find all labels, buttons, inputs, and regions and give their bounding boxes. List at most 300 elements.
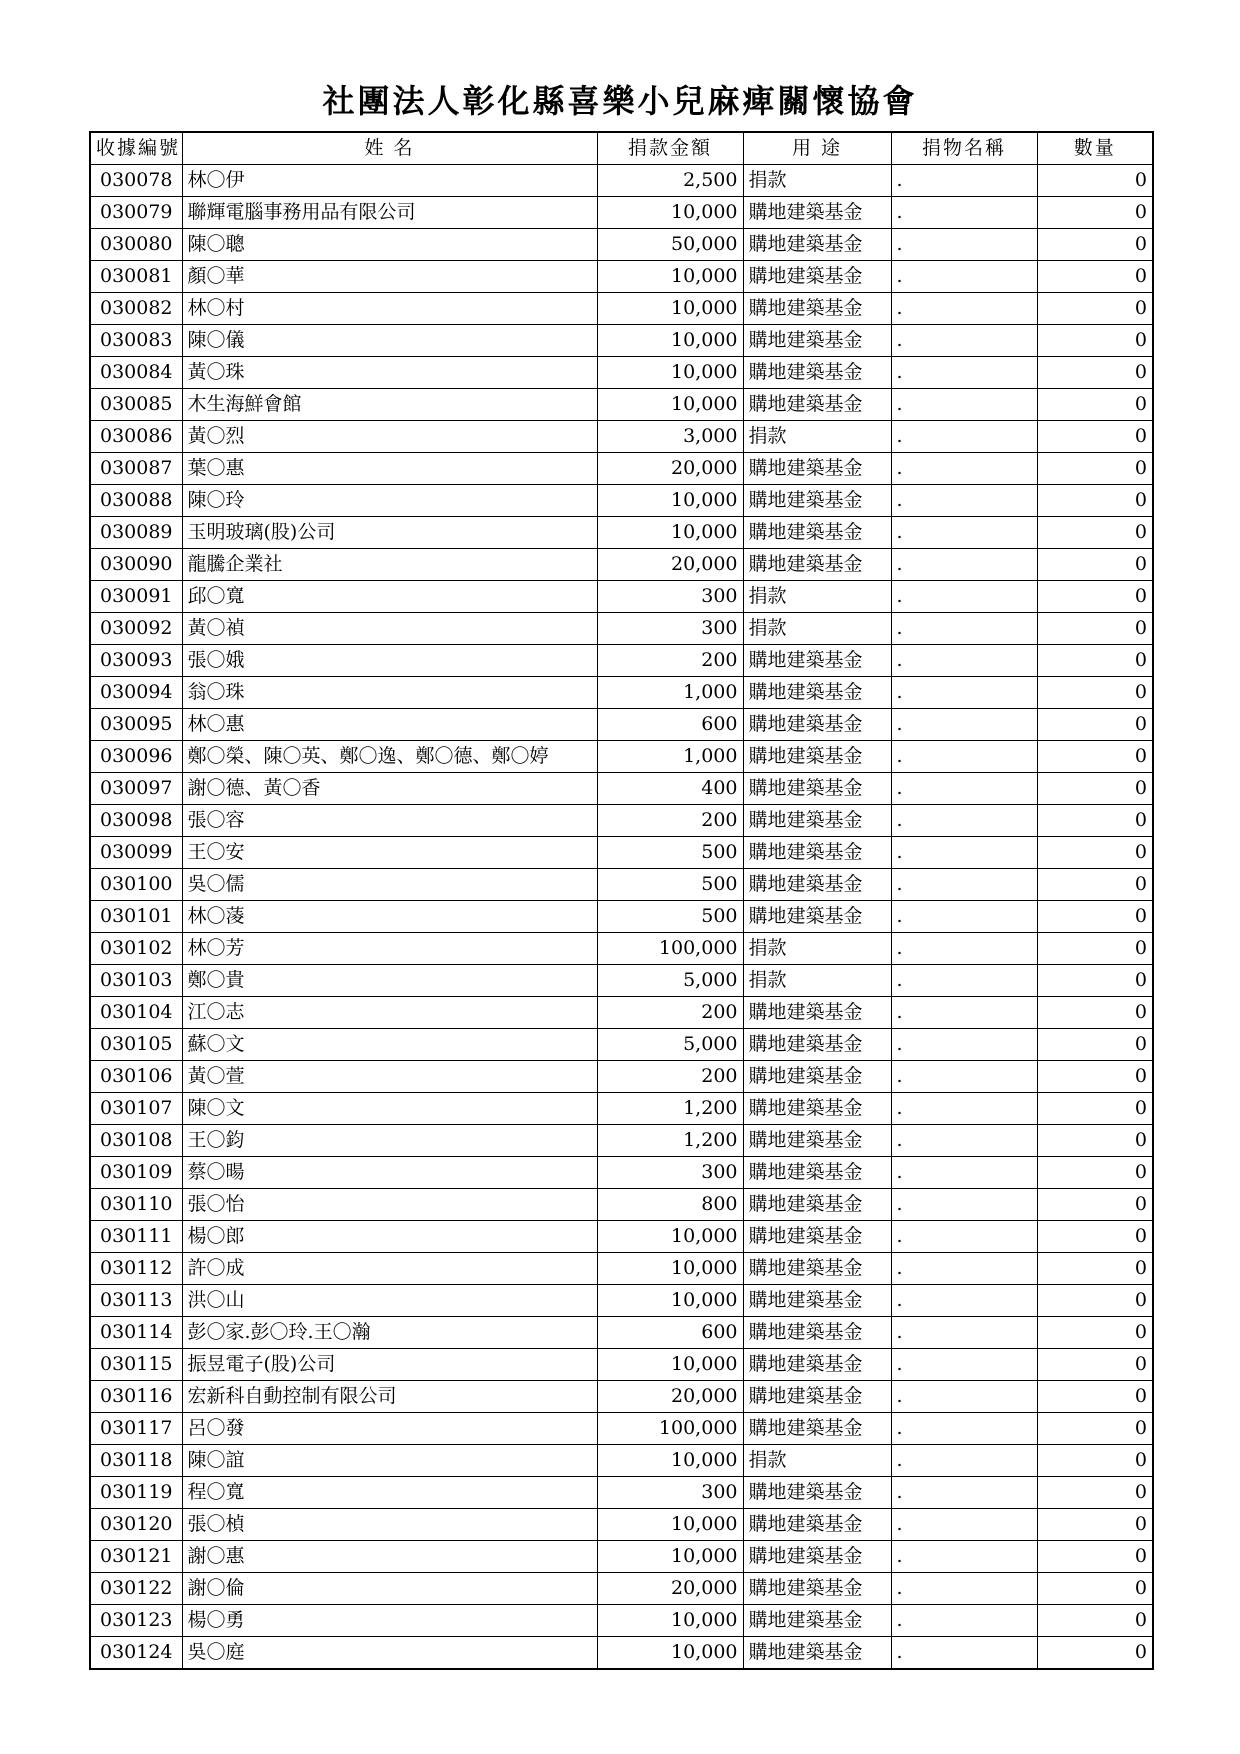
use-cell: 購地建築基金 bbox=[743, 1061, 891, 1093]
donor-name-cell: 黃〇珠 bbox=[182, 357, 597, 389]
use-cell: 捐款 bbox=[743, 613, 891, 645]
amount-cell: 200 bbox=[597, 1061, 743, 1093]
donor-name-cell: 程〇寬 bbox=[182, 1477, 597, 1509]
header-item-name: 捐物名稱 bbox=[891, 132, 1037, 165]
use-cell: 購地建築基金 bbox=[743, 197, 891, 229]
table-row bbox=[90, 805, 1153, 837]
item-name-cell: . bbox=[891, 965, 1037, 997]
receipt-number-cell: 030094 bbox=[90, 677, 182, 709]
amount-cell: 20,000 bbox=[597, 549, 743, 581]
use-cell: 購地建築基金 bbox=[743, 1029, 891, 1061]
use-cell: 捐款 bbox=[743, 965, 891, 997]
amount-cell: 10,000 bbox=[597, 1637, 743, 1670]
table-row bbox=[90, 965, 1153, 997]
use-cell: 購地建築基金 bbox=[743, 357, 891, 389]
donor-name-cell: 許〇成 bbox=[182, 1253, 597, 1285]
donor-name-cell: 謝〇惠 bbox=[182, 1541, 597, 1573]
use-cell: 購地建築基金 bbox=[743, 741, 891, 773]
donor-name-cell: 顏〇華 bbox=[182, 261, 597, 293]
amount-cell: 200 bbox=[597, 645, 743, 677]
table-row bbox=[90, 1093, 1153, 1125]
table-row bbox=[90, 677, 1153, 709]
quantity-cell: 0 bbox=[1037, 901, 1153, 933]
table-row bbox=[90, 549, 1153, 581]
item-name-cell: . bbox=[891, 293, 1037, 325]
use-cell: 購地建築基金 bbox=[743, 1125, 891, 1157]
amount-cell: 10,000 bbox=[597, 1253, 743, 1285]
donor-name-cell: 彭〇家.彭〇玲.王〇瀚 bbox=[182, 1317, 597, 1349]
item-name-cell: . bbox=[891, 837, 1037, 869]
quantity-cell: 0 bbox=[1037, 485, 1153, 517]
amount-cell: 100,000 bbox=[597, 933, 743, 965]
use-cell: 購地建築基金 bbox=[743, 709, 891, 741]
donor-name-cell: 木生海鮮會館 bbox=[182, 389, 597, 421]
use-cell: 購地建築基金 bbox=[743, 1477, 891, 1509]
quantity-cell: 0 bbox=[1037, 1445, 1153, 1477]
quantity-cell: 0 bbox=[1037, 325, 1153, 357]
use-cell: 購地建築基金 bbox=[743, 1349, 891, 1381]
table-row bbox=[90, 581, 1153, 613]
quantity-cell: 0 bbox=[1037, 1221, 1153, 1253]
donor-name-cell: 玉明玻璃(股)公司 bbox=[182, 517, 597, 549]
item-name-cell: . bbox=[891, 1445, 1037, 1477]
receipt-number-cell: 030088 bbox=[90, 485, 182, 517]
quantity-cell: 0 bbox=[1037, 229, 1153, 261]
item-name-cell: . bbox=[891, 1541, 1037, 1573]
amount-cell: 10,000 bbox=[597, 1445, 743, 1477]
quantity-cell: 0 bbox=[1037, 933, 1153, 965]
amount-cell: 100,000 bbox=[597, 1413, 743, 1445]
receipt-number-cell: 030079 bbox=[90, 197, 182, 229]
amount-cell: 50,000 bbox=[597, 229, 743, 261]
use-cell: 購地建築基金 bbox=[743, 901, 891, 933]
use-cell: 購地建築基金 bbox=[743, 677, 891, 709]
amount-cell: 20,000 bbox=[597, 453, 743, 485]
amount-cell: 10,000 bbox=[597, 1349, 743, 1381]
item-name-cell: . bbox=[891, 933, 1037, 965]
donor-name-cell: 吳〇庭 bbox=[182, 1637, 597, 1670]
amount-cell: 20,000 bbox=[597, 1573, 743, 1605]
table-row bbox=[90, 1541, 1153, 1573]
use-cell: 捐款 bbox=[743, 165, 891, 197]
item-name-cell: . bbox=[891, 773, 1037, 805]
quantity-cell: 0 bbox=[1037, 1413, 1153, 1445]
receipt-number-cell: 030118 bbox=[90, 1445, 182, 1477]
amount-cell: 10,000 bbox=[597, 325, 743, 357]
item-name-cell: . bbox=[891, 677, 1037, 709]
quantity-cell: 0 bbox=[1037, 1125, 1153, 1157]
quantity-cell: 0 bbox=[1037, 1189, 1153, 1221]
table-row bbox=[90, 933, 1153, 965]
quantity-cell: 0 bbox=[1037, 165, 1153, 197]
donor-name-cell: 林〇村 bbox=[182, 293, 597, 325]
amount-cell: 300 bbox=[597, 613, 743, 645]
header-receipt-number: 收據編號 bbox=[90, 132, 182, 165]
donor-name-cell: 龍騰企業社 bbox=[182, 549, 597, 581]
receipt-number-cell: 030121 bbox=[90, 1541, 182, 1573]
donor-name-cell: 聯輝電腦事務用品有限公司 bbox=[182, 197, 597, 229]
quantity-cell: 0 bbox=[1037, 1285, 1153, 1317]
amount-cell: 3,000 bbox=[597, 421, 743, 453]
receipt-number-cell: 030114 bbox=[90, 1317, 182, 1349]
use-cell: 購地建築基金 bbox=[743, 1381, 891, 1413]
table-row bbox=[90, 773, 1153, 805]
receipt-number-cell: 030078 bbox=[90, 165, 182, 197]
donor-name-cell: 翁〇珠 bbox=[182, 677, 597, 709]
amount-cell: 500 bbox=[597, 837, 743, 869]
receipt-number-cell: 030084 bbox=[90, 357, 182, 389]
table-row bbox=[90, 229, 1153, 261]
use-cell: 購地建築基金 bbox=[743, 261, 891, 293]
table-row bbox=[90, 1221, 1153, 1253]
donor-name-cell: 黃〇烈 bbox=[182, 421, 597, 453]
donor-name-cell: 振昱電子(股)公司 bbox=[182, 1349, 597, 1381]
use-cell: 購地建築基金 bbox=[743, 1221, 891, 1253]
receipt-number-cell: 030116 bbox=[90, 1381, 182, 1413]
donor-name-cell: 張〇楨 bbox=[182, 1509, 597, 1541]
amount-cell: 10,000 bbox=[597, 389, 743, 421]
use-cell: 購地建築基金 bbox=[743, 1253, 891, 1285]
use-cell: 購地建築基金 bbox=[743, 773, 891, 805]
amount-cell: 300 bbox=[597, 581, 743, 613]
use-cell: 捐款 bbox=[743, 1445, 891, 1477]
receipt-number-cell: 030087 bbox=[90, 453, 182, 485]
quantity-cell: 0 bbox=[1037, 389, 1153, 421]
receipt-number-cell: 030086 bbox=[90, 421, 182, 453]
donor-name-cell: 宏新科自動控制有限公司 bbox=[182, 1381, 597, 1413]
table-row bbox=[90, 741, 1153, 773]
table-row bbox=[90, 869, 1153, 901]
amount-cell: 10,000 bbox=[597, 1541, 743, 1573]
donor-name-cell: 陳〇玲 bbox=[182, 485, 597, 517]
item-name-cell: . bbox=[891, 421, 1037, 453]
table-row bbox=[90, 1477, 1153, 1509]
use-cell: 購地建築基金 bbox=[743, 517, 891, 549]
quantity-cell: 0 bbox=[1037, 645, 1153, 677]
quantity-cell: 0 bbox=[1037, 261, 1153, 293]
table-row bbox=[90, 901, 1153, 933]
quantity-cell: 0 bbox=[1037, 773, 1153, 805]
amount-cell: 10,000 bbox=[597, 293, 743, 325]
header-use: 用 途 bbox=[743, 132, 891, 165]
table-row bbox=[90, 1573, 1153, 1605]
item-name-cell: . bbox=[891, 709, 1037, 741]
amount-cell: 5,000 bbox=[597, 1029, 743, 1061]
table-row bbox=[90, 1157, 1153, 1189]
donor-name-cell: 謝〇倫 bbox=[182, 1573, 597, 1605]
amount-cell: 10,000 bbox=[597, 485, 743, 517]
use-cell: 購地建築基金 bbox=[743, 293, 891, 325]
amount-cell: 10,000 bbox=[597, 1605, 743, 1637]
amount-cell: 1,000 bbox=[597, 677, 743, 709]
item-name-cell: . bbox=[891, 453, 1037, 485]
receipt-number-cell: 030104 bbox=[90, 997, 182, 1029]
quantity-cell: 0 bbox=[1037, 965, 1153, 997]
receipt-number-cell: 030090 bbox=[90, 549, 182, 581]
page-title: 社團法人彰化縣喜樂小兒麻痺關懷協會 bbox=[322, 82, 918, 120]
receipt-number-cell: 030081 bbox=[90, 261, 182, 293]
amount-cell: 10,000 bbox=[597, 1285, 743, 1317]
item-name-cell: . bbox=[891, 261, 1037, 293]
donor-name-cell: 蔡〇暘 bbox=[182, 1157, 597, 1189]
receipt-number-cell: 030117 bbox=[90, 1413, 182, 1445]
quantity-cell: 0 bbox=[1037, 1381, 1153, 1413]
item-name-cell: . bbox=[891, 1605, 1037, 1637]
item-name-cell: . bbox=[891, 1253, 1037, 1285]
item-name-cell: . bbox=[891, 389, 1037, 421]
quantity-cell: 0 bbox=[1037, 869, 1153, 901]
quantity-cell: 0 bbox=[1037, 1605, 1153, 1637]
quantity-cell: 0 bbox=[1037, 1157, 1153, 1189]
quantity-cell: 0 bbox=[1037, 1477, 1153, 1509]
item-name-cell: . bbox=[891, 1125, 1037, 1157]
table-row bbox=[90, 613, 1153, 645]
table-row bbox=[90, 453, 1153, 485]
item-name-cell: . bbox=[891, 1285, 1037, 1317]
quantity-cell: 0 bbox=[1037, 1349, 1153, 1381]
donor-name-cell: 林〇芳 bbox=[182, 933, 597, 965]
table-row bbox=[90, 1125, 1153, 1157]
receipt-number-cell: 030093 bbox=[90, 645, 182, 677]
receipt-number-cell: 030091 bbox=[90, 581, 182, 613]
receipt-number-cell: 030113 bbox=[90, 1285, 182, 1317]
table-body bbox=[90, 165, 1153, 1670]
use-cell: 購地建築基金 bbox=[743, 453, 891, 485]
use-cell: 購地建築基金 bbox=[743, 1541, 891, 1573]
receipt-number-cell: 030080 bbox=[90, 229, 182, 261]
donor-name-cell: 陳〇誼 bbox=[182, 1445, 597, 1477]
quantity-cell: 0 bbox=[1037, 1253, 1153, 1285]
use-cell: 購地建築基金 bbox=[743, 1573, 891, 1605]
item-name-cell: . bbox=[891, 1093, 1037, 1125]
donor-name-cell: 葉〇惠 bbox=[182, 453, 597, 485]
item-name-cell: . bbox=[891, 901, 1037, 933]
table-row bbox=[90, 293, 1153, 325]
table-row bbox=[90, 1509, 1153, 1541]
donor-name-cell: 鄭〇榮、陳〇英、鄭〇逸、鄭〇德、鄭〇婷 bbox=[182, 741, 597, 773]
amount-cell: 600 bbox=[597, 1317, 743, 1349]
quantity-cell: 0 bbox=[1037, 1061, 1153, 1093]
quantity-cell: 0 bbox=[1037, 421, 1153, 453]
use-cell: 購地建築基金 bbox=[743, 869, 891, 901]
item-name-cell: . bbox=[891, 1157, 1037, 1189]
donor-name-cell: 吳〇儒 bbox=[182, 869, 597, 901]
table-row bbox=[90, 1413, 1153, 1445]
receipt-number-cell: 030109 bbox=[90, 1157, 182, 1189]
amount-cell: 10,000 bbox=[597, 517, 743, 549]
item-name-cell: . bbox=[891, 485, 1037, 517]
table-row bbox=[90, 1061, 1153, 1093]
item-name-cell: . bbox=[891, 1061, 1037, 1093]
item-name-cell: . bbox=[891, 1381, 1037, 1413]
receipt-number-cell: 030110 bbox=[90, 1189, 182, 1221]
donor-name-cell: 陳〇儀 bbox=[182, 325, 597, 357]
table-row bbox=[90, 517, 1153, 549]
item-name-cell: . bbox=[891, 229, 1037, 261]
amount-cell: 800 bbox=[597, 1189, 743, 1221]
use-cell: 捐款 bbox=[743, 933, 891, 965]
table-row bbox=[90, 485, 1153, 517]
quantity-cell: 0 bbox=[1037, 1541, 1153, 1573]
item-name-cell: . bbox=[891, 517, 1037, 549]
use-cell: 購地建築基金 bbox=[743, 229, 891, 261]
item-name-cell: . bbox=[891, 645, 1037, 677]
receipt-number-cell: 030111 bbox=[90, 1221, 182, 1253]
donor-name-cell: 林〇伊 bbox=[182, 165, 597, 197]
receipt-number-cell: 030122 bbox=[90, 1573, 182, 1605]
table-header-row bbox=[90, 132, 1153, 165]
table-row bbox=[90, 645, 1153, 677]
receipt-number-cell: 030102 bbox=[90, 933, 182, 965]
item-name-cell: . bbox=[891, 357, 1037, 389]
amount-cell: 200 bbox=[597, 805, 743, 837]
header-amount: 捐款金額 bbox=[597, 132, 743, 165]
table-row bbox=[90, 325, 1153, 357]
receipt-number-cell: 030115 bbox=[90, 1349, 182, 1381]
receipt-number-cell: 030083 bbox=[90, 325, 182, 357]
quantity-cell: 0 bbox=[1037, 293, 1153, 325]
table-row bbox=[90, 1189, 1153, 1221]
header-name: 姓 名 bbox=[182, 132, 597, 165]
receipt-number-cell: 030099 bbox=[90, 837, 182, 869]
donor-name-cell: 江〇志 bbox=[182, 997, 597, 1029]
amount-cell: 300 bbox=[597, 1157, 743, 1189]
use-cell: 捐款 bbox=[743, 421, 891, 453]
use-cell: 購地建築基金 bbox=[743, 325, 891, 357]
use-cell: 購地建築基金 bbox=[743, 1637, 891, 1670]
donation-table bbox=[89, 131, 1154, 1670]
quantity-cell: 0 bbox=[1037, 453, 1153, 485]
receipt-number-cell: 030098 bbox=[90, 805, 182, 837]
item-name-cell: . bbox=[891, 1573, 1037, 1605]
amount-cell: 400 bbox=[597, 773, 743, 805]
table-row bbox=[90, 165, 1153, 197]
amount-cell: 1,000 bbox=[597, 741, 743, 773]
amount-cell: 10,000 bbox=[597, 1509, 743, 1541]
item-name-cell: . bbox=[891, 1189, 1037, 1221]
quantity-cell: 0 bbox=[1037, 1317, 1153, 1349]
amount-cell: 10,000 bbox=[597, 197, 743, 229]
use-cell: 購地建築基金 bbox=[743, 1317, 891, 1349]
quantity-cell: 0 bbox=[1037, 581, 1153, 613]
receipt-number-cell: 030120 bbox=[90, 1509, 182, 1541]
quantity-cell: 0 bbox=[1037, 1093, 1153, 1125]
table-row bbox=[90, 1029, 1153, 1061]
amount-cell: 500 bbox=[597, 901, 743, 933]
amount-cell: 2,500 bbox=[597, 165, 743, 197]
donor-name-cell: 黃〇禎 bbox=[182, 613, 597, 645]
amount-cell: 20,000 bbox=[597, 1381, 743, 1413]
receipt-number-cell: 030107 bbox=[90, 1093, 182, 1125]
amount-cell: 1,200 bbox=[597, 1093, 743, 1125]
receipt-number-cell: 030106 bbox=[90, 1061, 182, 1093]
quantity-cell: 0 bbox=[1037, 677, 1153, 709]
donor-name-cell: 邱〇寬 bbox=[182, 581, 597, 613]
donor-name-cell: 陳〇文 bbox=[182, 1093, 597, 1125]
donor-name-cell: 蘇〇文 bbox=[182, 1029, 597, 1061]
item-name-cell: . bbox=[891, 1349, 1037, 1381]
donor-name-cell: 林〇惠 bbox=[182, 709, 597, 741]
quantity-cell: 0 bbox=[1037, 709, 1153, 741]
quantity-cell: 0 bbox=[1037, 1029, 1153, 1061]
receipt-number-cell: 030124 bbox=[90, 1637, 182, 1670]
item-name-cell: . bbox=[891, 1221, 1037, 1253]
quantity-cell: 0 bbox=[1037, 549, 1153, 581]
donor-name-cell: 呂〇發 bbox=[182, 1413, 597, 1445]
donor-name-cell: 林〇蓤 bbox=[182, 901, 597, 933]
use-cell: 購地建築基金 bbox=[743, 1605, 891, 1637]
quantity-cell: 0 bbox=[1037, 837, 1153, 869]
header-quantity: 數量 bbox=[1037, 132, 1153, 165]
amount-cell: 10,000 bbox=[597, 261, 743, 293]
item-name-cell: . bbox=[891, 1477, 1037, 1509]
use-cell: 購地建築基金 bbox=[743, 1189, 891, 1221]
receipt-number-cell: 030092 bbox=[90, 613, 182, 645]
receipt-number-cell: 030123 bbox=[90, 1605, 182, 1637]
quantity-cell: 0 bbox=[1037, 517, 1153, 549]
donor-name-cell: 王〇安 bbox=[182, 837, 597, 869]
receipt-number-cell: 030096 bbox=[90, 741, 182, 773]
item-name-cell: . bbox=[891, 805, 1037, 837]
table-row bbox=[90, 1445, 1153, 1477]
receipt-number-cell: 030103 bbox=[90, 965, 182, 997]
table-row bbox=[90, 421, 1153, 453]
use-cell: 購地建築基金 bbox=[743, 1509, 891, 1541]
item-name-cell: . bbox=[891, 549, 1037, 581]
item-name-cell: . bbox=[891, 325, 1037, 357]
donor-name-cell: 謝〇德、黃〇香 bbox=[182, 773, 597, 805]
receipt-number-cell: 030108 bbox=[90, 1125, 182, 1157]
item-name-cell: . bbox=[891, 613, 1037, 645]
quantity-cell: 0 bbox=[1037, 805, 1153, 837]
use-cell: 購地建築基金 bbox=[743, 997, 891, 1029]
table-row bbox=[90, 357, 1153, 389]
table-row bbox=[90, 837, 1153, 869]
item-name-cell: . bbox=[891, 197, 1037, 229]
table-row bbox=[90, 389, 1153, 421]
item-name-cell: . bbox=[891, 869, 1037, 901]
item-name-cell: . bbox=[891, 1637, 1037, 1670]
quantity-cell: 0 bbox=[1037, 741, 1153, 773]
receipt-number-cell: 030082 bbox=[90, 293, 182, 325]
donor-name-cell: 張〇容 bbox=[182, 805, 597, 837]
donor-name-cell: 黃〇萱 bbox=[182, 1061, 597, 1093]
use-cell: 購地建築基金 bbox=[743, 1413, 891, 1445]
table-row bbox=[90, 1381, 1153, 1413]
item-name-cell: . bbox=[891, 997, 1037, 1029]
item-name-cell: . bbox=[891, 581, 1037, 613]
donor-name-cell: 張〇怡 bbox=[182, 1189, 597, 1221]
amount-cell: 10,000 bbox=[597, 357, 743, 389]
table-row bbox=[90, 709, 1153, 741]
receipt-number-cell: 030112 bbox=[90, 1253, 182, 1285]
amount-cell: 5,000 bbox=[597, 965, 743, 997]
table-row bbox=[90, 1253, 1153, 1285]
table-row bbox=[90, 997, 1153, 1029]
amount-cell: 10,000 bbox=[597, 1221, 743, 1253]
table-row bbox=[90, 1349, 1153, 1381]
use-cell: 購地建築基金 bbox=[743, 389, 891, 421]
donor-name-cell: 陳〇聰 bbox=[182, 229, 597, 261]
use-cell: 購地建築基金 bbox=[743, 485, 891, 517]
table-row bbox=[90, 1605, 1153, 1637]
amount-cell: 1,200 bbox=[597, 1125, 743, 1157]
donor-name-cell: 洪〇山 bbox=[182, 1285, 597, 1317]
item-name-cell: . bbox=[891, 1029, 1037, 1061]
quantity-cell: 0 bbox=[1037, 357, 1153, 389]
receipt-number-cell: 030119 bbox=[90, 1477, 182, 1509]
item-name-cell: . bbox=[891, 1413, 1037, 1445]
